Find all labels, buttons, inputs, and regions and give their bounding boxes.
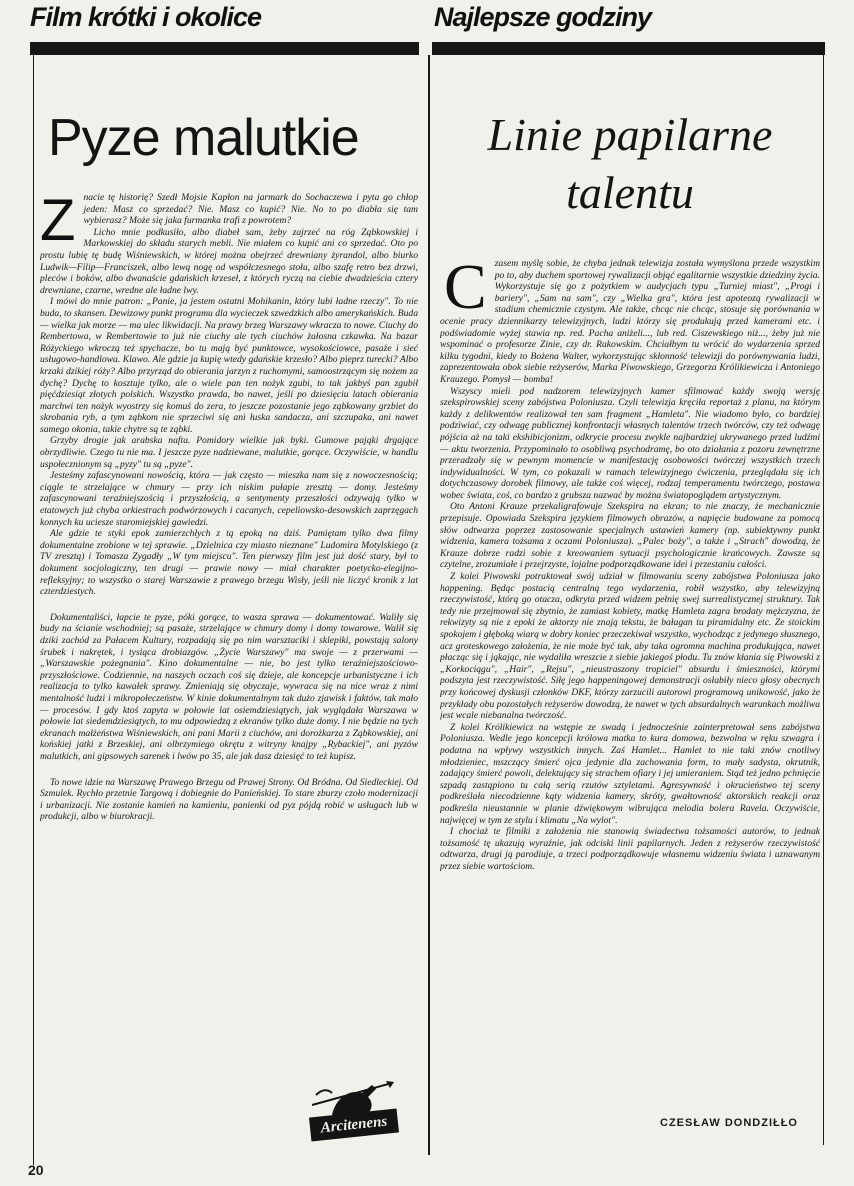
paragraph: Ale gdzie te styki epok zamierzchłych z tą epoką na dziś. Pamiętam tylko dwa filmy dokumentalne zrobione w tej sprawie. „Dzielnica czy miasto nieznane" Ludomira Motylskiego (z TV zresztą) i Tomasza Zygadły „W tym miejscu". Ten pierwszy film jest już dość stary, był to dokument socjologiczny, ten drugi — prawie nowy — miał charakter poetycko-elegijno-refleksyjny; to wszystko o starej Warszawie z prawego brzegu Wisły, jeśli nie liczyć kronik z lat czterdziestych. <box>40 528 418 598</box>
left-column-rule <box>33 55 34 1165</box>
header-bar-right <box>432 42 825 55</box>
author-byline: CZESŁAW DONDZIŁŁO <box>660 1117 798 1129</box>
right-article <box>440 64 820 1144</box>
paragraph: Znacie tę historię? Szedł Mojsie Kapłon na jarmark do Sochaczewa i pyta go chłop jeden: Masz co sprzedać? Nie. Masz co kupić? Nie. No to po diabła się tam wybierasz? Może się jaka furmanka trafi z powrotem? <box>40 188 418 253</box>
drop-cap: Z <box>40 188 76 253</box>
paragraph: Dokumentaliści, łapcie te pyze, póki gorące, to wasza sprawa — dokumentować. Waliły się budy na ścianie wschodniej; są pasaże, strzelające w chmury domy i domy towarowe. Walił się dziki zachód za Pałacem Kultury, rozpadają się po nim warsztaciki i sklepiki, powstają salony śrubek i nakrętek, i tysiąca drobiazgów. „Życie Warszawy" ma swoje — z przerwami — „Warszawskie pożegnania". Kino dokumentalne — nie, bo jest tylko teraźniejszościowo-przyszłościowe. Codziennie, na naszych oczach coś się dzieje, ale koncepcje urbanistyczne i ich realizacja to tylko kawałek sprawy. Zmieniają się obyczaje, wywraca się na nice wraz z nimi mentalność ludzi i mikropołeczeństw. W kinie dokumentalnym tak dużo zjawisk i faktów, tak mało — procesów. I gdy ktoś zapyta w połowie lat osiemdziesiątych, jak wyglądała Warszawa w połowie lat siedemdziesiątych, to mu odpowiedzą z ekranów tylko duże domy. I nie będzie na tych ekranach małżeństwa Wiśniewskich, ani pani Marii z ciuchów, ani dorożkarza z Ząbkowskiej, ani końskiej jatki z Brzeskiej, ani olbrzymiego okrętu z witryny knajpy „Rybackiej", ani pyzów malutkich, ani gipsowych sarenek i lwów po 35, ale jak dasz dziesięć to też kupisz. <box>40 611 418 762</box>
right-article-body <box>440 251 820 872</box>
section-header-right: Najlepsze godziny <box>434 2 652 32</box>
left-article-body <box>40 188 418 823</box>
section-header-left: Film krótki i okolice <box>30 2 262 32</box>
right-column-rule <box>823 55 824 1145</box>
arcitenens-logo <box>302 1075 406 1145</box>
paragraph: Licho mnie podkusiło, albo diabeł sam, żeby zajrzeć na róg Ząbkowskiej i Markowskiej do składu starych mebli. Nie miałem co kupić ani co sprzedać. Oto po prostu lubię tę budę Wiśniewskich, w której można obejrzeć drewniany żyrandol, albo biurko Ludwik—Filip—Franciszek, albo lewą nogę od współczesnego stołu, albo szafę retro bez drzwi, pleców i boków, albo dwanaście gdańskich krzeseł, z których ryczą na ciebie dwadzieścia cztery drewniane, czarne, wredne ale ładne lwy. <box>40 226 418 296</box>
logo-text: Arcitenens <box>309 1108 399 1141</box>
page-number: 20 <box>28 1162 44 1178</box>
center-column-rule <box>428 55 430 1155</box>
paragraph: I chociaż te filmiki z założenia nie stanowią świadectwa tożsamości autorów, to jednak tożsamość tę ukazują wyraźnie, jak odciski linii papilarnych. Jeden z reżyserów rzeczywistość odtwarza, drugi ją parodiuje, a trzeci podporządkowuje własnemu widzeniu świata i uznawanym przez siebie wartościom. <box>440 826 820 872</box>
header-bar-left <box>30 42 419 55</box>
paragraph: Oto Antoni Krauze przekaligrafowuje Szekspira na ekran; to nie znaczy, że mechanicznie przepisuje. Opowiada Szekspira językiem filmowych obrazów, a napięcie budowane za pomocą słów odtwarza poprzez zastosowanie specjalnych ustawień kamery (np. subiektywny punkt widzenia, kamera tożsama z oczami Poloniusza). „Palec boży", a także i „Strach" dowodzą, że Krauze dobrze radzi sobie z kreowaniem sytuacji psychologicznie krańcowych. Zawsze są czytelne, zrozumiałe i przejrzyste, lojalne podporządkowane idei i przestaniu całości. <box>440 501 820 571</box>
paragraph: Z kolei Królikiewicz na wstępie ze swadą i jednocześnie zainterpretował sens zabójstwa Poloniusza. Wedle jego koncepcji królowa matka to kura domowa, bezwolna w ręku szwagra i podatna na wpływy wszystkich innych. Zaś Hamlet... Hamlet to nie taki znów cnotliwy młodzieniec, mszczący śmierć ojca jedynie dla zachowania form, to mały sadysta, okrutnik, zadający śmierć powoli, delektujący się strachem ofiary i jej umieraniem. Stąd też jedno pchnięcie szpadą zastąpiono tu całą serią rzutów sztyletami. Agresywność i okrucieństwo tej sceny podkreślała niecodzienne kąty widzenia kamery, skróty, gwałtowność aktorskich reakcji oraz podkreśla nieustannie w planie dźwiękowym wibrująca melodia bolera Ravela. Oczywiście, najwięcej w tym ze stylu i klimatu „Na wylot". <box>440 721 820 826</box>
left-article-title: Pyze malutkie <box>48 109 359 167</box>
drop-cap: C <box>444 251 487 322</box>
paragraph: Czasem myślę sobie, że chyba jednak telewizja została wymyślona przede wszystkim po to, aby duchem sportowej rywalizacji objąć egalitarnie wszystkie dziedziny życia. Wykorzystuje się go z pożytkiem w audycjach typu „Turniej miast", „Progi i bariery", „Sam na sam", czy „Wielka gra", która jest apoteozą rywalizacji w stadium chemicznie czystym. Ale także, chcąc nie chcąc, stosuje się porównania w ocenie pracy dziennikarzy telewizyjnych, ludzi którzy się produkują przed kamerami etc. i podświadomie wyżej stawia np. red. Pacha aniżeli..., lub red. Ciszewskiego niż..., żeby już nie wspominać o profesorze Zinie, czy dr. Rakowskim. Chciałbym tu wrócić do wydarzenia sprzed kilku tygodni, kiedy to Bożena Walter, wykorzystując skłonność telewizji do porównywania ludzi, zaprezentowała obok siebie reżyserów, Marka Piwowskiego, Grzegorza Królikiewicza i Antoniego Krauzego. Pomysł — bomba! <box>440 251 820 385</box>
paragraph: Jesteśmy zafascynowani nowością, która — jak często — mieszka nam się z nowoczesnością; ciągle te strzelające w chmury — przy ich niskim pułapie zresztą — domy. Jesteśmy zafascynowani teraźniejszością i przyszłością, a sentymenty przeszłości odzywają tylko w etatowych już chyba orkiestrach podwórzowych i cacanych, cepeliowsko-desowskich zaprzęgach konnych ku uciesze staromiejskiej gawiedzi. <box>40 470 418 528</box>
paragraph: To nowe idzie na Warszawę Prawego Brzegu od Prawej Strony. Od Bródna. Od Siedleckiej. Od Szmulek. Rychło przetnie Targową i dobiegnie do Panieńskiej. To stare zburzy czoło modernizacji i urbanizacji. Nie zostanie kamień na kamieniu, panienki od pyz pójdą robić w usługach lub w produkcji, albo w biurokracji. <box>40 776 418 823</box>
left-article <box>40 64 418 1144</box>
paragraph: Z kolei Piwowski potraktował swój udział w filmowaniu sceny zabójstwa Poloniusza jako happening. Będąc postacią centralną tego wydarzenia, robił wszystko, aby telewizyjną rzeczywistość, którą go otacza, odkryta przed widzem pełnię swej surrealistycznej struktury. Tak tedy nie przejmował się zbytnio, że zamiast kobiety, matkę Hamleta zagra brodaty mężczyzna, że rekwizyty są nie z epoki że aktorzy nie znają tekstu, że bałagan tu piramidalny etc. Ze stoickim spokojem i głęboką wiarą w dobry koniec przeczekiwał wszystko, wychodząc z jedynego słusznego, acz groteskowego założenia, że nie może być tak, aby taka ogromna machina produkująca, nawet płacząc się i jąkając, nie wydaliła wreszcie z siebie jakiegoś płodu. Tu znów kłania się Piwowski z „Korkociągu", „Hair", „Rejsu", „nieustraszony tropiciel" absurdu i śmieszności, którymi podszyta jest rzeczywistość. Siłę jego happeningowej demonstracji osłabiły nieco głosy obecnych przy końcowej dyskusji członków DKF, którzy zarzucili autorowi programową unikowość, jako że przykłady obu pozostałych reżyserów dowodzą, że nawet w tych absurdalnych warunkach możliwa jest wcale niebanalna twórczość. <box>440 571 820 722</box>
paragraph: I mówi do mnie patron: „Panie, ja jestem ostatni Mohikanin, który lubi ładne rzeczy". To nie buda, to skansen. Dewizowy punkt programu dla wycieczek szwedzkich albo amerykańskich. Buda — wielka jak morze — ma ulec likwidacji. Na prawy brzeg Warszawy wkracza to nowe. Ciuchy do Rembertowa, w Rembertowie to już nie ciuchy ale tych ciuchów żałosna czkawka. Na bazar Różyckiego wkroczą też spychacze, bo tu mają być punktowce, wysokościowce, pasaże i sieć usługowo-handlowa. Klawo. Ale gdzie ja kupię wtedy gdańskie krzesło? Albo pieprz turecki? Albo krzaki dzikiej róży? Albo przyrząd do obierania jarzyn z ruchomymi, samoostrzącym się nożem za dychę? Dychę to kosztuje tylko, ale o wiele pan ten nożyk zgubi, to tak jakbyś pan zgubił pięćdziesiąt złotych polskich. Wszystko prawda, bo nawet, jeśli po dziesięciu latach obierania marchwi ten nożyk wyostrzy się komuś do zera, to jeszcze pozostanie jego ząbkowany grzbiet do skrobania ryb, a tym ząbkom nie sprzeciwi się ani łuska sandacza, ani szczupaka, ani nawet samego okonia, takie chytre są te ząbki. <box>40 296 418 435</box>
paragraph: Grzyby drogie jak arabska nafta. Pomidory wielkie jak byki. Gumowe pająki drgające obrzydliwie. Czego tu nie ma. I jeszcze pyze nadziewane, malutkie, gorące. Oczywiście, w handlu uspołecznionym są „pyzy" tu są „pyze". <box>40 435 418 470</box>
paragraph: Wszyscy mieli pod nadzorem telewizyjnych kamer sfilmować każdy swoją wersję szekspirowskiej sceny zabójstwa Poloniusza. Czyli telewizja kręciła reportaż z planu, na którym każdy z delikwentów realizował ten sam fragment „Hamleta". Nie wiadomo było, co bardziej podziwiać, czy odwagę publicznej konfrontacji własnych talentów trzech twórców, czy też odwagę pójścia aż na taki ekshibicjonizm, odkrycie procesu zwykle najbardziej ukrywanego przed ludźmi — aktu tworzenia. Przypominało to osobliwą psychodramę, bo oto działania z pozoru zewnętrzne przeradzały się w pewnym momencie w manifestację osobowości twórczej wszystkich trzech indywidualności. W tym, co pokazali w ramach telewizyjnego ćwiczenia, przeglądała się ich dotychczasowy dorobek filmowy, ale także coś więcej, rodzaj temperamentu twórczego, postawa wobec świata, coś, co bardzo z grubsza nazwać by można światopoglądem artystycznym. <box>440 385 820 501</box>
right-article-title: Linie papilarne talentu <box>487 109 773 218</box>
